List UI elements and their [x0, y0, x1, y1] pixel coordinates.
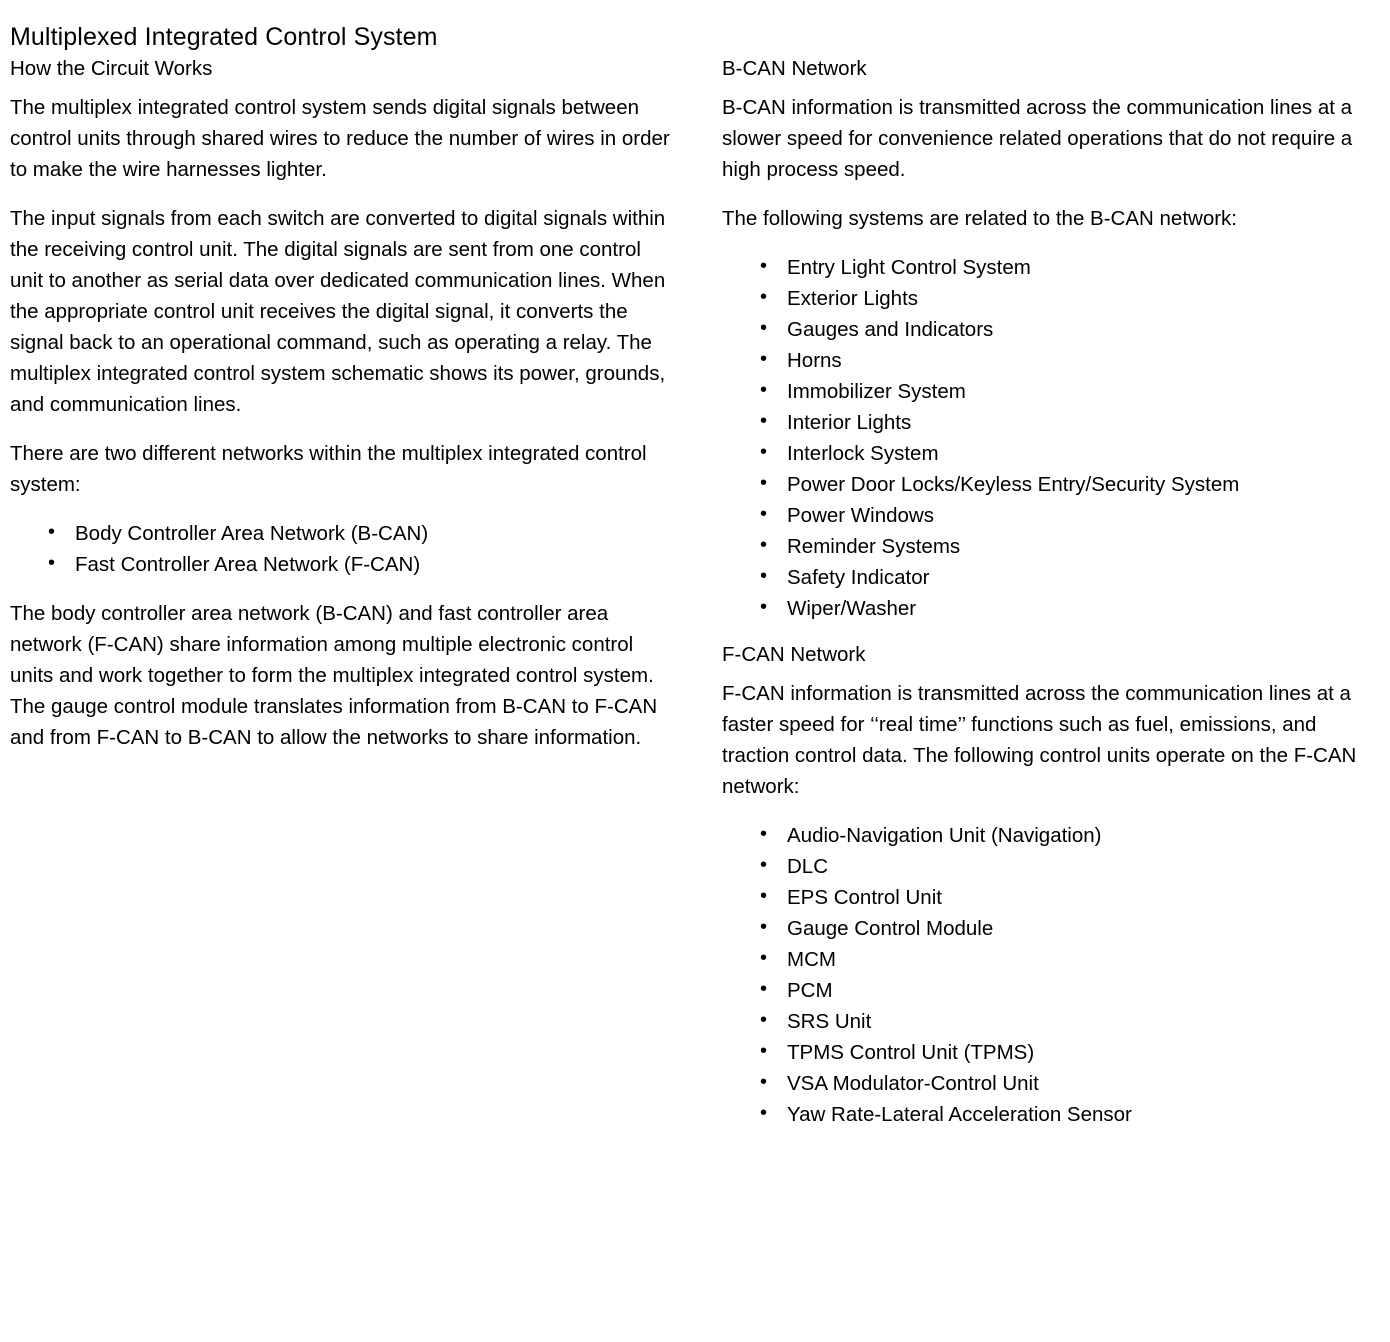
section-heading-how-the-circuit-works: How the Circuit Works — [10, 57, 213, 80]
list-item: • Fast Controller Area Network (F-CAN) — [48, 549, 675, 580]
list-item: • Interlock System — [760, 438, 1382, 469]
paragraph-multiplex-overview: The multiplex integrated control system sends digital signals between control units through shared wires to reduce the number of wires in order to make the wire harnesses lighter. — [10, 96, 670, 181]
paragraph-input-signals: The input signals from each switch are converted to digital signals within the receiving control unit. The digital signals are sent from one control unit to another as serial data over dedicated communication lines. When the appropriate control unit receives the digital signal, it converts the signal back to an operational command, such as operating a relay. The multiplex integrated control system schematic shows its power, grounds, and communication lines. — [10, 207, 666, 416]
right-column — [722, 56, 1382, 1148]
fcan-control-units-list — [722, 820, 1382, 1130]
list-item: • TPMS Control Unit (TPMS) — [760, 1037, 1382, 1068]
list-item: • Yaw Rate-Lateral Acceleration Sensor — [760, 1099, 1382, 1130]
list-item: • Body Controller Area Network (B-CAN) — [48, 518, 675, 549]
list-item: • VSA Modulator-Control Unit — [760, 1068, 1382, 1099]
paragraph-fcan-description: F-CAN information is transmitted across the communication lines at a faster speed for ‘‘real time’’ functions such as fuel, emissions, and traction control data. The following control units operate on the F-CAN network: — [722, 682, 1357, 798]
list-item: • Horns — [760, 345, 1382, 376]
list-item: • Immobilizer System — [760, 376, 1382, 407]
list-item: • DLC — [760, 851, 1382, 882]
list-item: • PCM — [760, 975, 1382, 1006]
left-column — [10, 56, 675, 771]
list-item: • Safety Indicator — [760, 562, 1382, 593]
network-type-list — [10, 518, 675, 580]
paragraph-bcan-description: B-CAN information is transmitted across the communication lines at a slower speed for convenience related operations that do not require a high process speed. — [722, 96, 1353, 181]
list-item: • MCM — [760, 944, 1382, 975]
list-item: • EPS Control Unit — [760, 882, 1382, 913]
list-item: • Audio-Navigation Unit (Navigation) — [760, 820, 1382, 851]
list-item: • Wiper/Washer — [760, 593, 1382, 624]
section-heading-fcan-network: F-CAN Network — [722, 643, 866, 666]
list-item: • Interior Lights — [760, 407, 1382, 438]
list-item: • Reminder Systems — [760, 531, 1382, 562]
list-item: • Power Door Locks/Keyless Entry/Security System — [760, 469, 1382, 500]
list-item: • Gauge Control Module — [760, 913, 1382, 944]
bcan-systems-list — [722, 252, 1382, 624]
list-item: • Exterior Lights — [760, 283, 1382, 314]
list-item: • SRS Unit — [760, 1006, 1382, 1037]
list-item: • Gauges and Indicators — [760, 314, 1382, 345]
paragraph-bcan-list-intro: The following systems are related to the B-CAN network: — [722, 207, 1237, 230]
paragraph-network-sharing: The body controller area network (B-CAN) and fast controller area network (F-CAN) share information among multiple electronic control units and work together to form the multiplex integrated control system. The gauge control module translates information from B-CAN to F-CAN and from F-CAN to B-CAN to allow the networks to share information. — [10, 602, 658, 749]
page-title: Multiplexed Integrated Control System — [10, 22, 438, 51]
section-heading-bcan-network: B-CAN Network — [722, 57, 867, 80]
paragraph-two-networks-intro: There are two different networks within the multiplex integrated control system: — [10, 442, 647, 496]
list-item: • Power Windows — [760, 500, 1382, 531]
list-item: • Entry Light Control System — [760, 252, 1382, 283]
